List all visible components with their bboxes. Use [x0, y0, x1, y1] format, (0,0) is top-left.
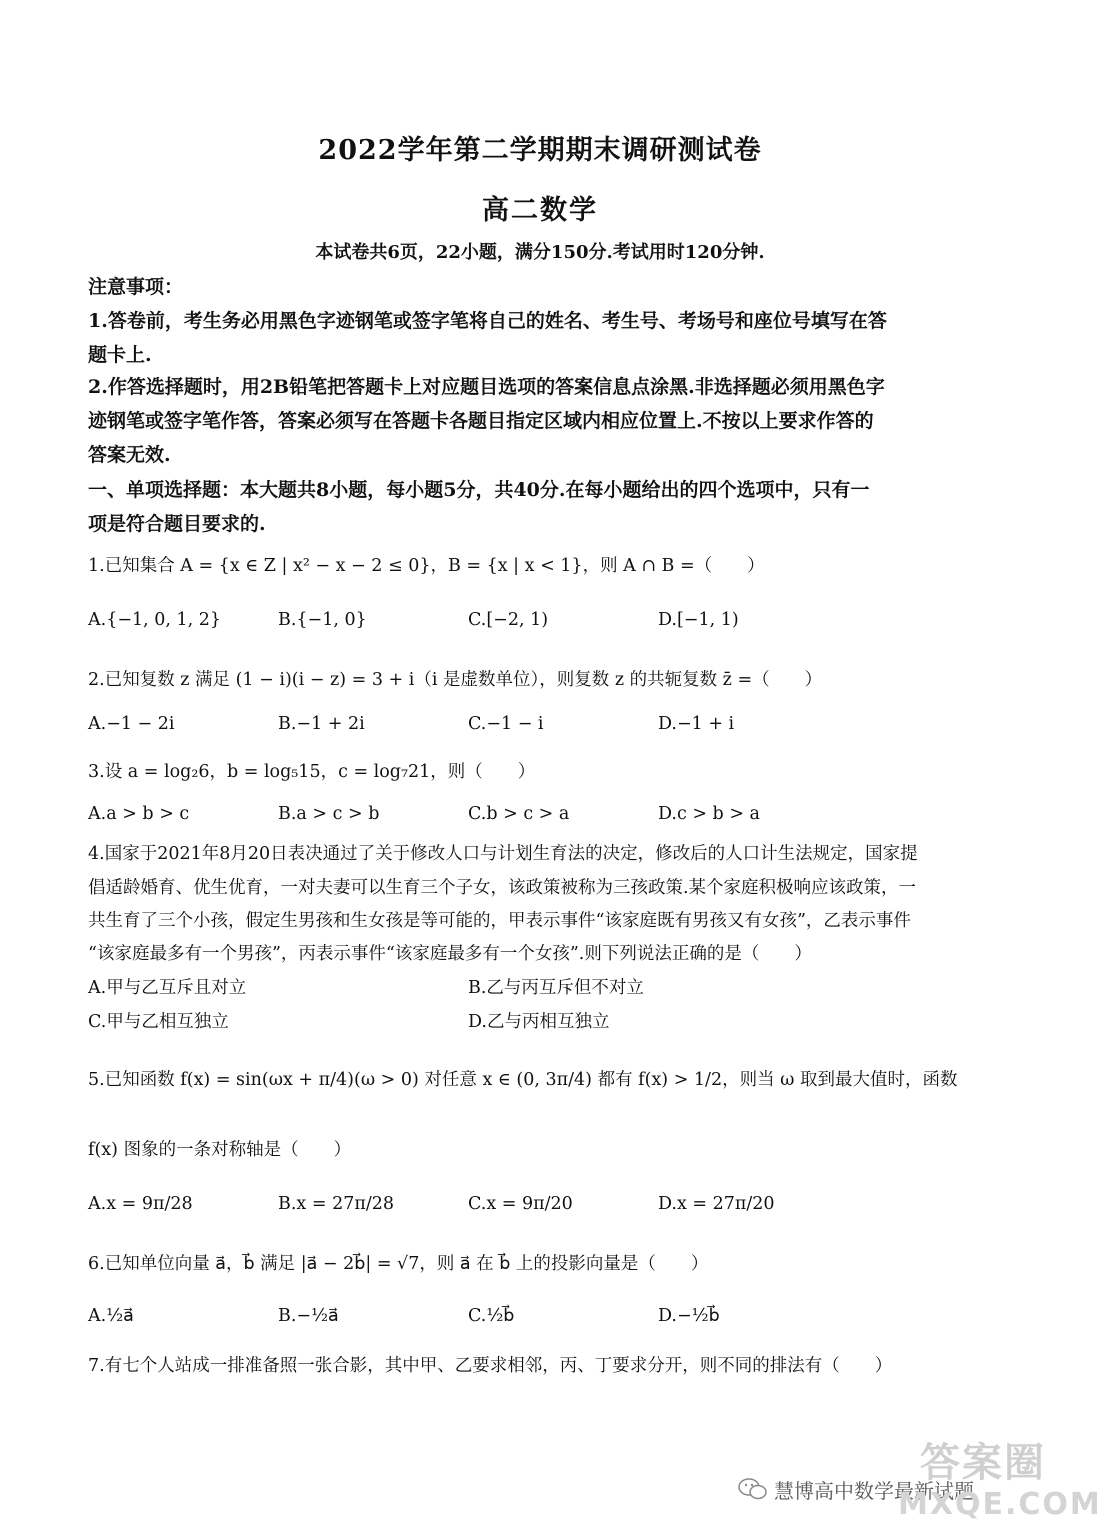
question-4-line-3: 共生育了三个小孩，假定生男孩和生女孩是等可能的，甲表示事件“该家庭既有男孩又有女孩”，乙表示事件: [88, 911, 911, 931]
notice-item-2-line-3: 答案无效.: [88, 444, 171, 466]
section-1-line-1: 一、单项选择题：本大题共8小题，每小题5分，共40分.在每小题给出的四个选项中，只有一: [88, 479, 870, 501]
question-4-line-2: 倡适龄婚育、优生优育，一对夫妻可以生育三个子女，该政策被称为三孩政策.某个家庭积极响应该政策，一: [88, 878, 917, 898]
section-1-line-2: 项是符合题目要求的.: [88, 513, 266, 535]
notice-item-1-line-2: 题卡上.: [88, 344, 152, 366]
question-5-line-2: f(x) 图象的一条对称轴是（ ）: [88, 1140, 352, 1160]
question-5-option-c: C.x = 9π/20: [468, 1194, 573, 1214]
question-3-option-a: A.a > b > c: [88, 804, 190, 824]
question-1-option-b: B.{−1, 0}: [278, 610, 367, 630]
question-2-option-c: C.−1 − i: [468, 714, 544, 734]
question-7-stem: 7.有七个人站成一排准备照一张合影，其中甲、乙要求相邻，丙、丁要求分开，则不同的排法有（ ）: [88, 1356, 893, 1376]
notice-item-2-line-2: 迹钢笔或签字笔作答，答案必须写在答题卡各题目指定区域内相应位置上.不按以上要求作答的: [88, 410, 874, 432]
question-1-option-a: A.{−1, 0, 1, 2}: [88, 610, 222, 630]
question-5-option-b: B.x = 27π/28: [278, 1194, 395, 1214]
notice-item-2-line-1: 2.作答选择题时，用2B铅笔把答题卡上对应题目选项的答案信息点涂黑.非选择题必须用黑色字: [88, 376, 885, 398]
question-6-stem: 6.已知单位向量 a⃗，b⃗ 满足 |a⃗ − 2b⃗| = √7，则 a⃗ 在 b⃗ 上的投影向量是（ ）: [88, 1254, 709, 1274]
question-4-option-c: C.甲与乙相互独立: [88, 1012, 229, 1032]
question-2-option-b: B.−1 + 2i: [278, 714, 365, 734]
question-1-option-c: C.[−2, 1): [468, 610, 549, 630]
question-3-stem: 3.设 a = log₂6，b = log₅15，c = log₇21，则（ ）: [88, 762, 536, 782]
question-3-option-c: C.b > c > a: [468, 804, 570, 824]
question-4-line-4: “该家庭最多有一个男孩”，丙表示事件“该家庭最多有一个女孩”.则下列说法正确的是（ ）: [88, 944, 812, 964]
exam-info: 本试卷共6页，22小题，满分150分.考试用时120分钟.: [315, 242, 765, 263]
watermark-logo: 答案圈: [920, 1440, 1046, 1486]
question-1-option-d: D.[−1, 1): [658, 610, 739, 630]
watermark-account: 慧博高中数学最新试题: [774, 1479, 974, 1503]
question-4-option-d: D.乙与丙相互独立: [468, 1012, 610, 1032]
question-6-option-b: B.−½a⃗: [278, 1306, 339, 1326]
watermark: [730, 1431, 1102, 1522]
notice-item-1-line-1: 1.答卷前，考生务必用黑色字迹钢笔或签字笔将自己的姓名、考生号、考场号和座位号填写在答: [88, 310, 887, 332]
watermark-site: MXQE.COM: [898, 1487, 1102, 1522]
question-6-option-c: C.½b⃗: [468, 1306, 515, 1326]
exam-subject: 高二数学: [482, 195, 598, 226]
question-5-line-1: 5.已知函数 f(x) = sin(ωx + π/4)(ω > 0) 对任意 x ∈ (0, 3π/4) 都有 f(x) > 1/2，则当 ω 取到最大值时，函数: [88, 1070, 958, 1090]
notice-heading: 注意事项：: [88, 276, 184, 298]
question-2-option-d: D.−1 + i: [658, 714, 735, 734]
question-5-option-a: A.x = 9π/28: [88, 1194, 193, 1214]
exam-title: 2022学年第二学期期末调研测试卷: [318, 135, 762, 166]
question-4-line-1: 4.国家于2021年8月20日表决通过了关于修改人口与计划生育法的决定，修改后的人口计生法规定，国家提: [88, 844, 918, 864]
question-4-option-b: B.乙与丙互斥但不对立: [468, 978, 644, 998]
question-6-option-d: D.−½b⃗: [658, 1306, 720, 1326]
question-3-option-d: D.c > b > a: [658, 804, 760, 824]
question-3-option-b: B.a > c > b: [278, 804, 380, 824]
question-2-option-a: A.−1 − 2i: [88, 714, 175, 734]
question-2-stem: 2.已知复数 z 满足 (1 − i)(i − z) = 3 + i（i 是虚数单位），则复数 z 的共轭复数 z̄ =（ ）: [88, 670, 823, 690]
question-4-option-a: A.甲与乙互斥且对立: [88, 978, 247, 998]
question-5-option-d: D.x = 27π/20: [658, 1194, 775, 1214]
wechat-icon: [738, 1477, 768, 1501]
question-6-option-a: A.½a⃗: [88, 1306, 134, 1326]
question-1-stem: 1.已知集合 A = {x ∈ Z | x² − x − 2 ≤ 0}，B = {x | x < 1}，则 A ∩ B =（ ）: [88, 556, 765, 576]
